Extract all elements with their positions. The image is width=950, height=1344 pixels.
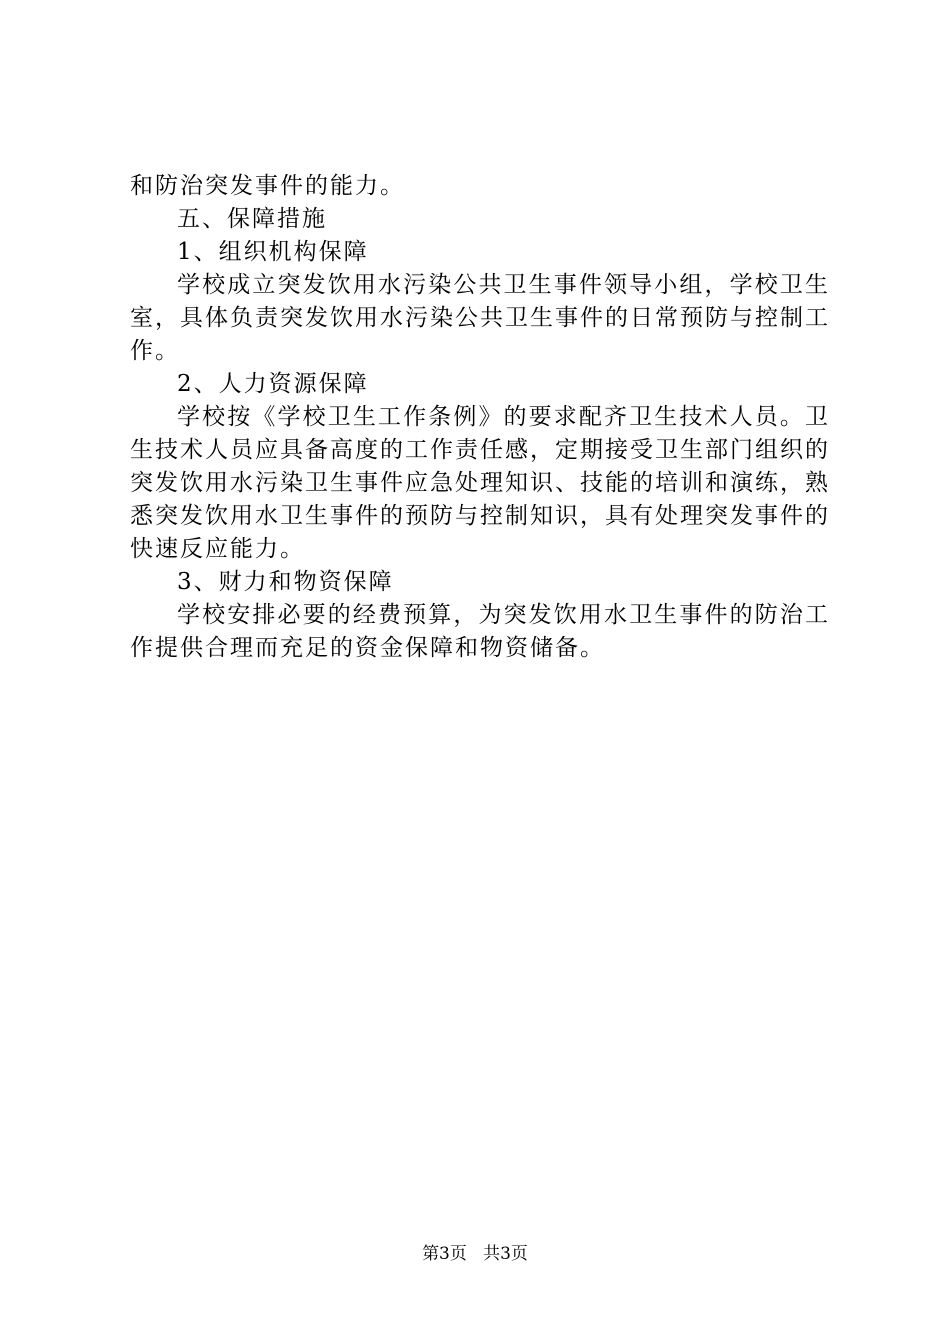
paragraph-finance-materials: 学校安排必要的经费预算，为突发饮用水卫生事件的防治工作提供合理而充足的资金保障和物资储备。	[130, 602, 830, 661]
document-body	[130, 170, 830, 665]
paragraph-human-resources: 学校按《学校卫生工作条例》的要求配齐卫生技术人员。卫生技术人员应具备高度的工作责任感，定期接受卫生部门组织的突发饮用水污染卫生事件应急处理知识、技能的培训和演练，熟悉突发饮用水卫生事件的预防与控制知识，具有处理突发事件的快速反应能力。	[130, 404, 830, 562]
total-page-count: 共3页	[483, 1244, 528, 1264]
subheading-human-resources: 2、人力资源保障	[177, 371, 369, 397]
page-footer	[0, 1242, 950, 1266]
paragraph-organization: 学校成立突发饮用水污染公共卫生事件领导小组，学校卫生室，具体负责突发饮用水污染公共卫生事件的日常预防与控制工作。	[130, 272, 830, 364]
current-page-number: 第3页	[422, 1244, 467, 1264]
subheading-finance-materials: 3、财力和物资保障	[177, 569, 394, 595]
section-heading-safeguards: 五、保障措施	[177, 206, 327, 232]
paragraph-continuation: 和防治突发事件的能力。	[130, 173, 405, 199]
subheading-organization: 1、组织机构保障	[177, 239, 369, 265]
footer-spacer	[472, 1244, 477, 1264]
